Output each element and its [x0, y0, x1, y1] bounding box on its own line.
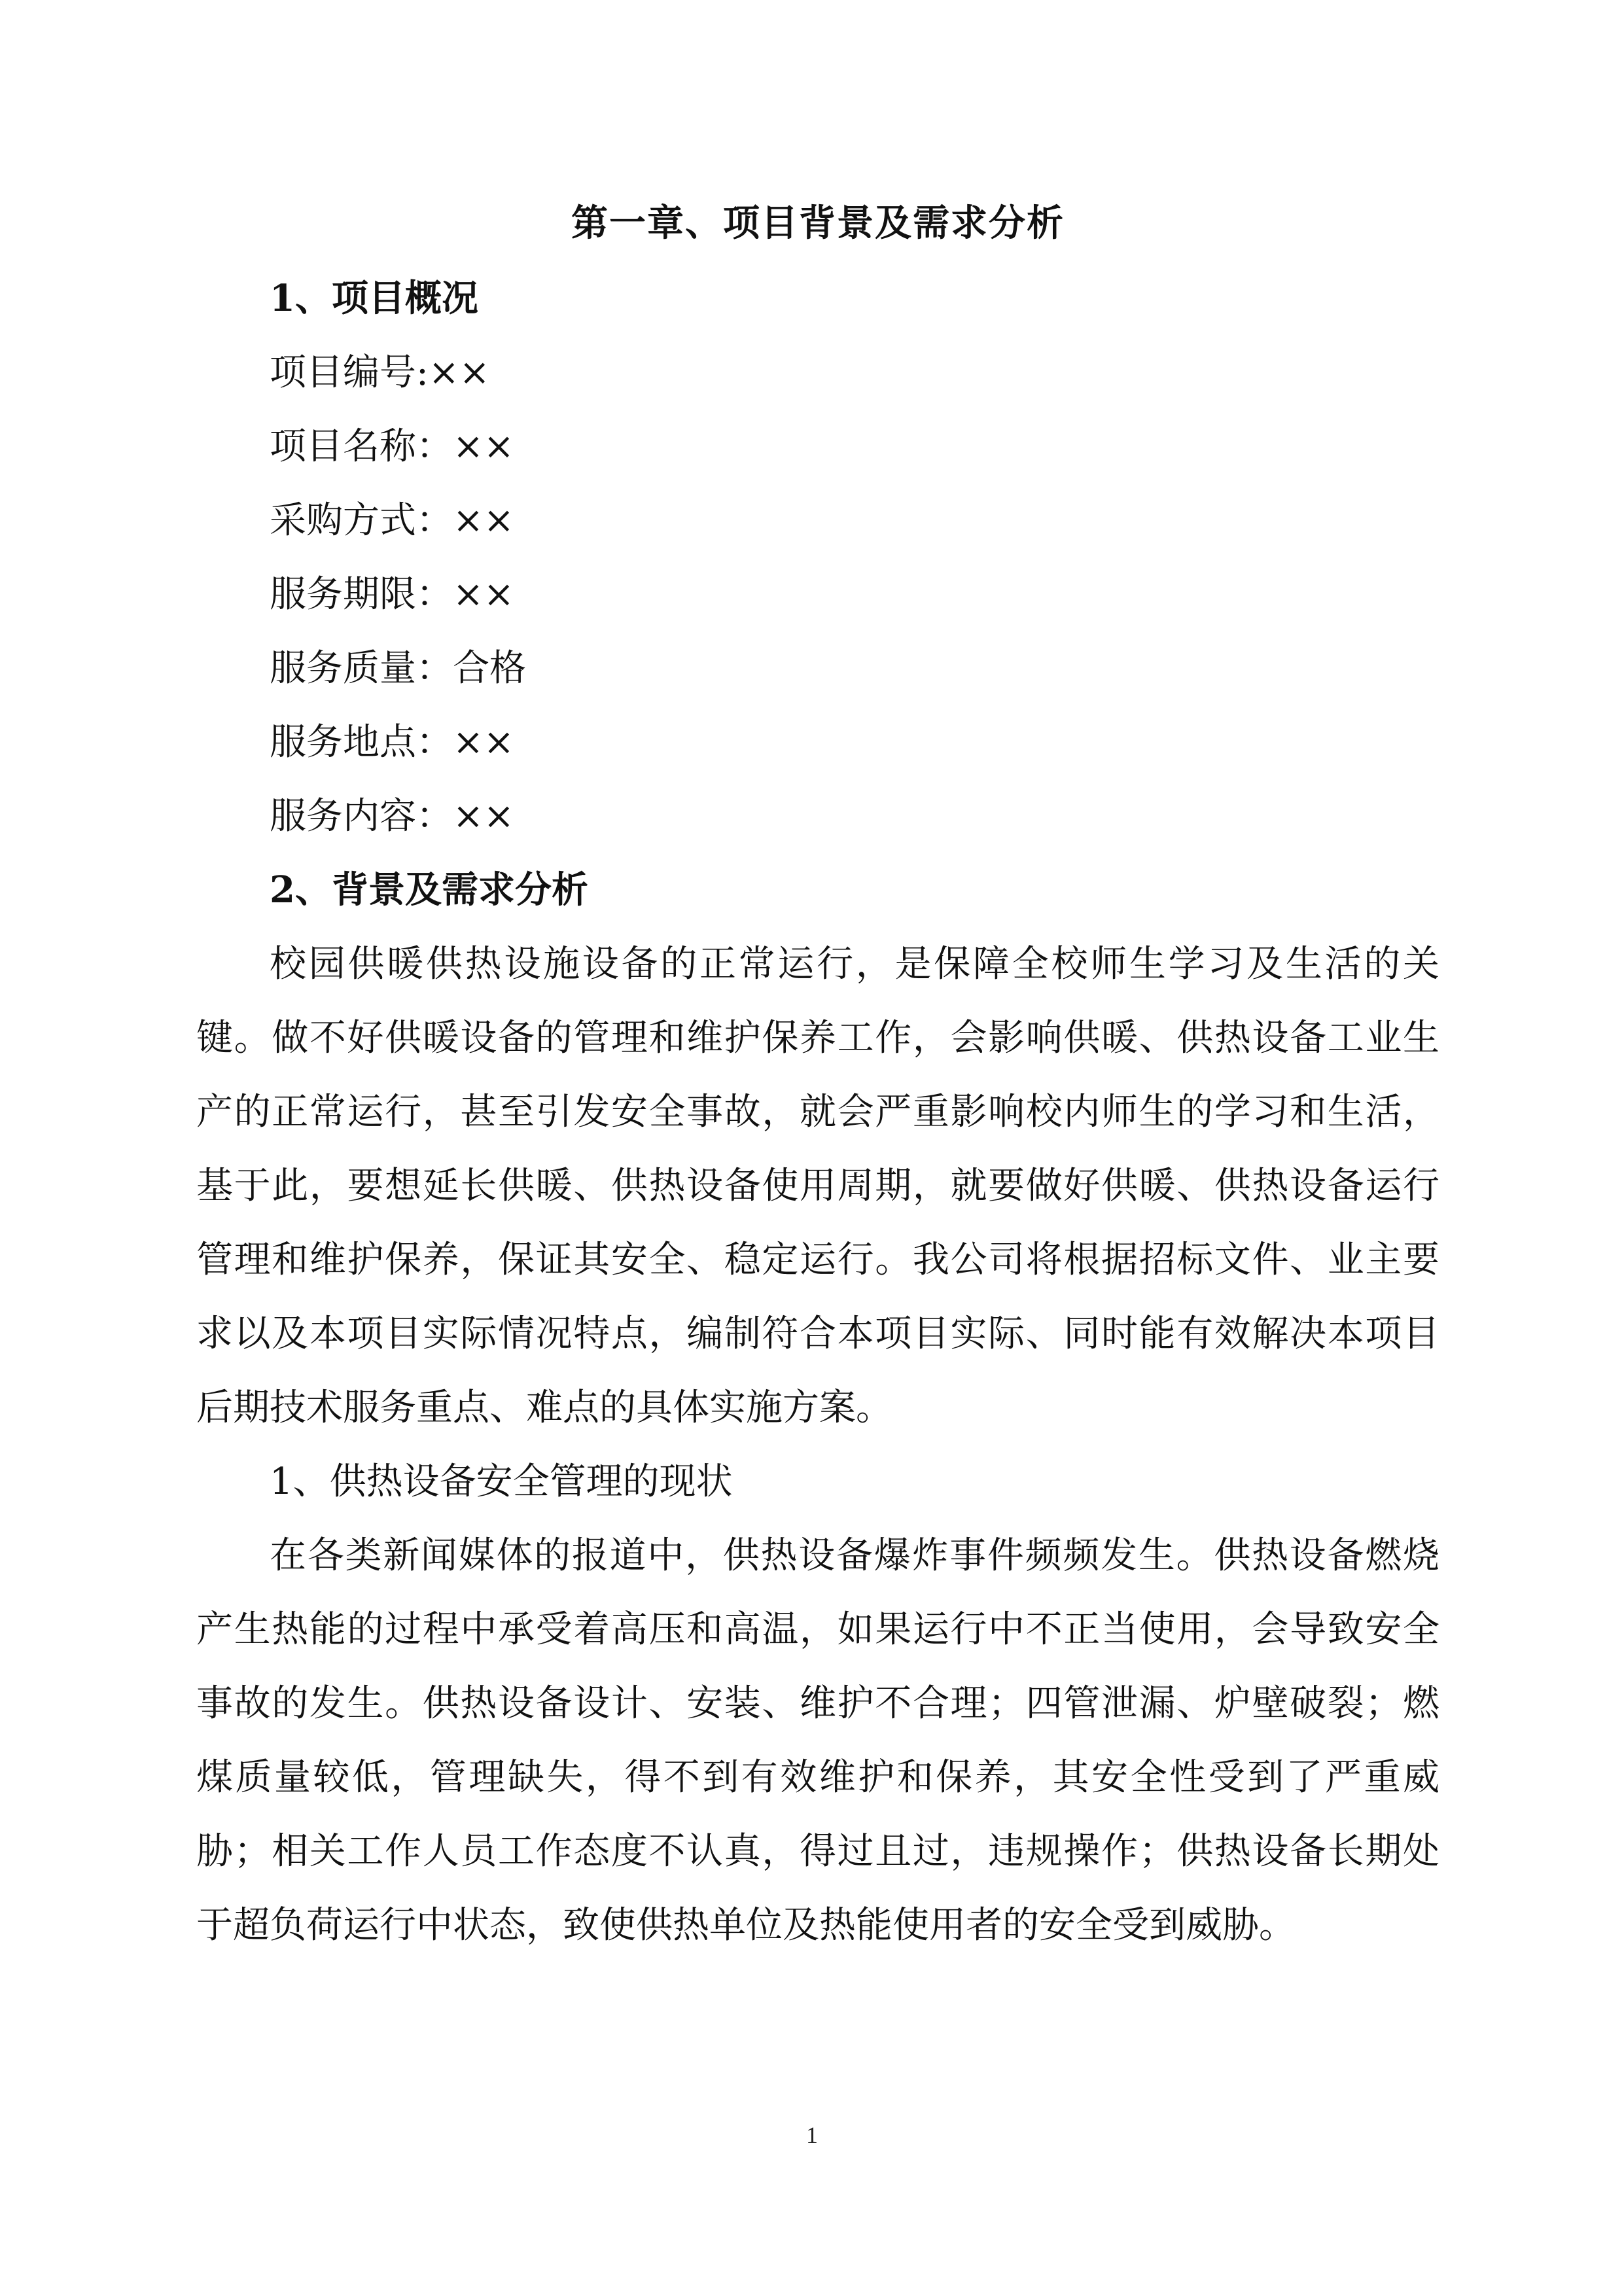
field-procurement-method: 采购方式：××	[270, 499, 514, 542]
chapter-title: 第一章、项目背景及需求分析	[571, 202, 1065, 245]
background-paragraph: 校园供暖供热设施设备的正常运行，是保障全校师生学习及生活的关键。做不好供暖设备的管理和维护保养工作，会影响供暖、供热设备工业生产的正常运行，甚至引发安全事故，就会严重影响校内师生的学习和生活，基于此，要想延长供暖、供热设备使用周期，就要做好供暖、供热设备运行管理和维护保养，保证其安全、稳定运行。我公司将根据招标文件、业主要求以及本项目实际情况特点，编制符合本项目实际、同时能有效解决本项目后期技术服务重点、难点的具体实施方案。	[196, 943, 1439, 1429]
field-service-content: 服务内容：××	[270, 795, 514, 838]
page-number: 1	[806, 2122, 818, 2148]
page-content	[196, 185, 1439, 1962]
safety-status-paragraph: 在各类新闻媒体的报道中，供热设备爆炸事件频频发生。供热设备燃烧产生热能的过程中承受着高压和高温，如果运行中不正当使用，会导致安全事故的发生。供热设备设计、安装、维护不合理；四管泄漏、炉壁破裂；燃煤质量较低，管理缺失，得不到有效维护和保养，其安全性受到了严重威胁；相关工作人员工作态度不认真，得过且过，违规操作；供热设备长期处于超负荷运行中状态，致使供热单位及热能使用者的安全受到威胁。	[196, 1534, 1439, 1947]
field-project-number: 项目编号:××	[270, 351, 490, 394]
section-heading-project-overview: 1、项目概况	[270, 277, 478, 320]
field-service-period: 服务期限：××	[270, 573, 514, 616]
field-service-quality: 服务质量：合格	[270, 647, 526, 690]
subsection-heading-safety-status: 1、供热设备安全管理的现状	[270, 1460, 733, 1503]
field-project-name: 项目名称：××	[270, 425, 514, 468]
section-heading-background: 2、背景及需求分析	[270, 868, 588, 911]
field-service-location: 服务地点：××	[270, 721, 514, 764]
